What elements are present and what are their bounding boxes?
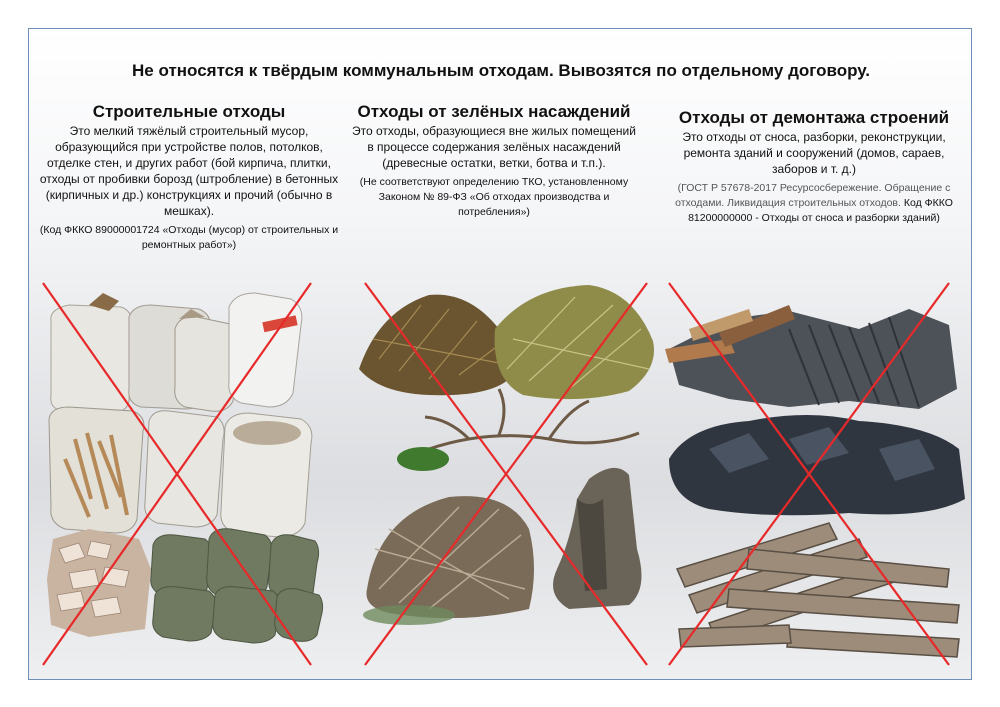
column-reference: (Не соответствуют определению ТКО, установленному Законом № 89-ФЗ «Об отходах производства и потребления»)	[359, 176, 629, 218]
column-heading: Отходы от зелёных насаждений	[357, 102, 631, 121]
illustrations	[29, 29, 973, 681]
column-reference-code: Код ФККО 81200000000 - Отходы от сноса и разборки зданий)	[688, 197, 953, 224]
column-reference-gost: (ГОСТ Р 57678-2017 Ресурсосбережение. Обращение с отходами. Ликвидация строительных отходов.	[675, 182, 951, 209]
column-heading: Строительные отходы	[92, 102, 286, 121]
column-heading: Отходы от демонтажа строений	[678, 108, 950, 127]
construction-waste-bags-icon	[47, 293, 323, 643]
column-description: Это мелкий тяжёлый строительный мусор, образующийся при устройстве полов, потолков, отделке стен, и других работ (бой кирпича, плитки, отходы от пробивки борозд (штробление) в бетонных (кирпичных и др.) конструкциях и прочий (обычно в мешках).	[39, 124, 339, 218]
poster-frame	[28, 28, 972, 680]
column-description: Это отходы, образующиеся вне жилых помещений в процессе содержания зелёных насаждений (древесные остатки, ветки, ботва и т.п.).	[352, 124, 636, 170]
page-title: Не относятся к твёрдым коммунальным отходам. Вывозятся по отдельному договору.	[132, 61, 870, 80]
column-reference: (Код ФККО 89000001724 «Отходы (мусор) от строительных и ремонтных работ»)	[39, 224, 339, 251]
column-description: Это отходы от сноса, разборки, реконструкции, ремонта зданий и сооружений (домов, сараев, заборов и т. д.)	[682, 130, 946, 176]
